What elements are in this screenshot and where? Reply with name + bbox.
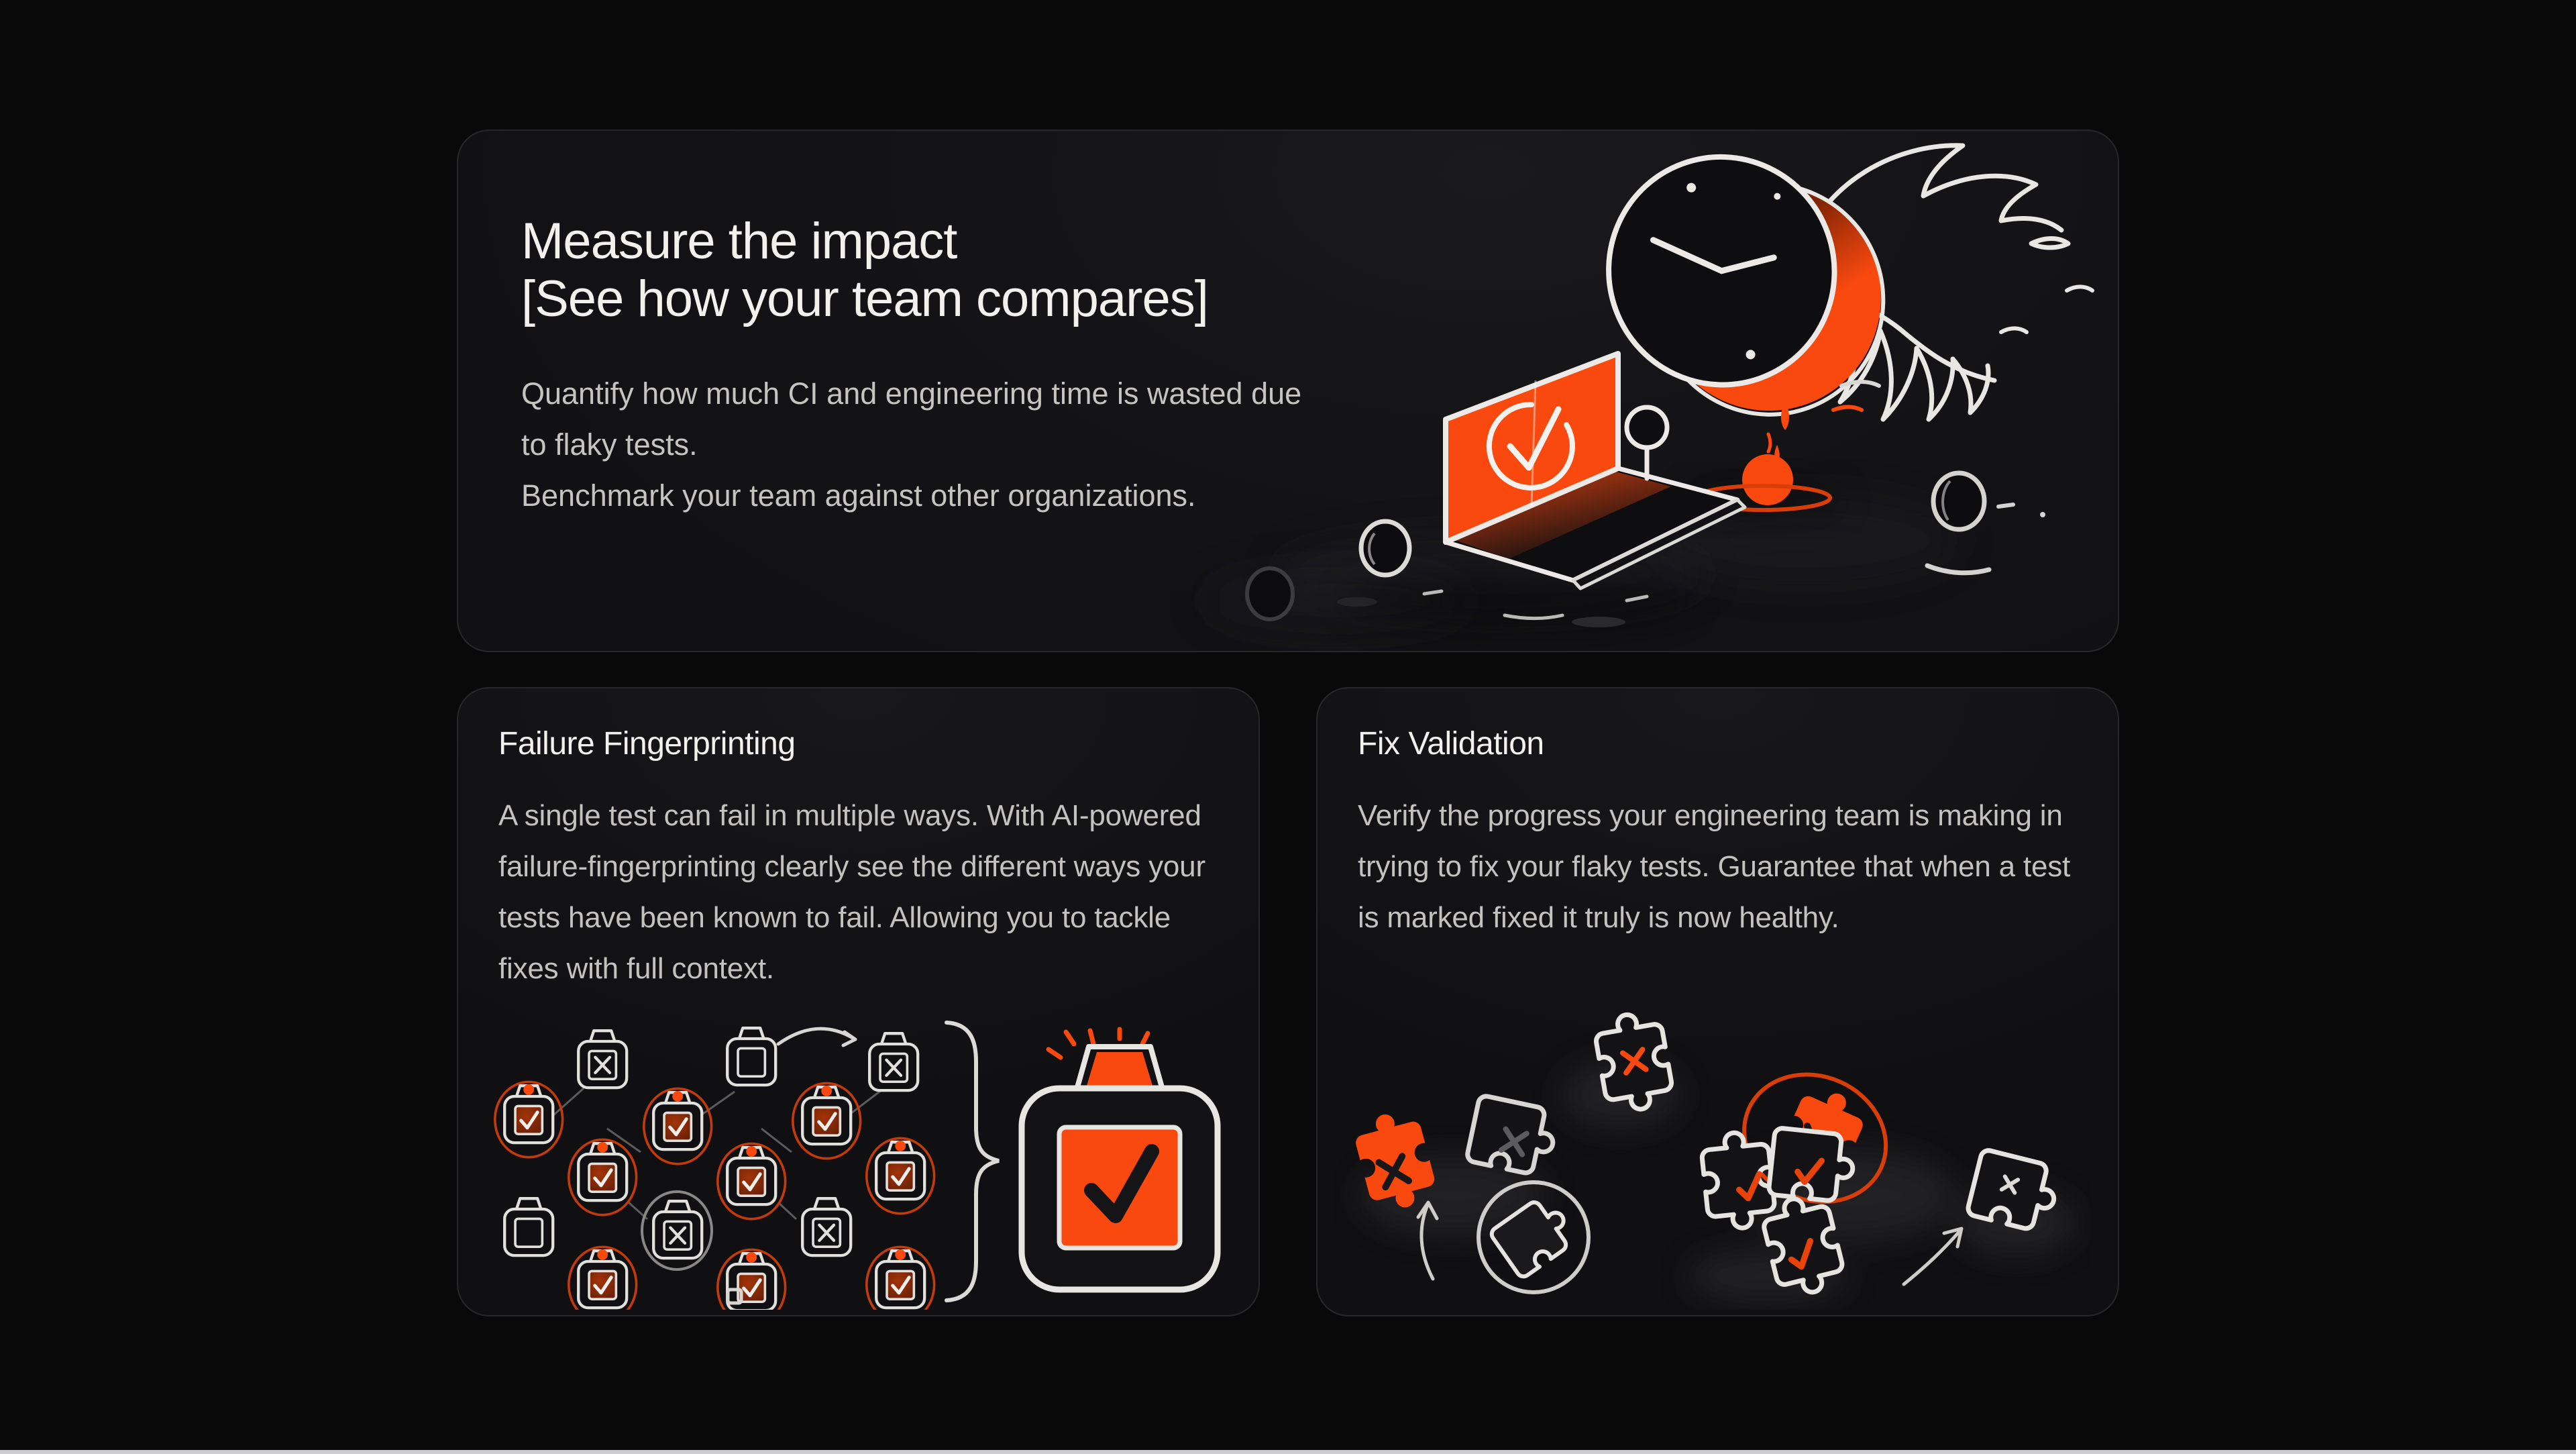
test-tag-grid [495, 1028, 934, 1310]
content-wrapper [457, 0, 2119, 1316]
hero-title-line1: Measure the impact [521, 213, 957, 270]
feature-card-fix-validation [1316, 687, 2119, 1316]
feature-title: Failure Fingerprinting [498, 726, 796, 762]
feature-cards-row [457, 687, 2119, 1316]
hero-text-block [521, 213, 1333, 521]
fix-validation-illustration [1332, 994, 2090, 1310]
hero-description-line2: Benchmark your team against other organizations. [521, 478, 1196, 513]
orange-ball [1742, 454, 1793, 505]
feature-description: Verify the progress your engineering team is making in trying to fix your flaky tests. Guarantee that when a test is marked fixed it truly is now healthy. [1358, 799, 2071, 934]
failure-fingerprinting-illustration [473, 1015, 1224, 1310]
curly-brace [947, 1023, 999, 1300]
feature-title: Fix Validation [1358, 726, 1544, 762]
validated-test-bottle [1022, 1029, 1218, 1290]
hero-title-line2: [See how your team compares] [521, 270, 1208, 327]
hero-description-line1: Quantify how much CI and engineering time is wasted due to flaky tests. [521, 376, 1302, 462]
gray-piece [1466, 1095, 1559, 1178]
flying-clock [1576, 131, 1915, 458]
hero-title [521, 213, 1333, 328]
feature-description: A single test can fail in multiple ways. With AI-powered failure-fingerprinting clearly see the different ways your tests have been known to fail. Allowing you to tackle fixes with full context. [498, 799, 1205, 985]
feature-card-failure-fingerprinting [457, 687, 1260, 1316]
hero-description [521, 368, 1333, 521]
next-section-edge [0, 1450, 2576, 1454]
hero-card [457, 129, 2119, 652]
